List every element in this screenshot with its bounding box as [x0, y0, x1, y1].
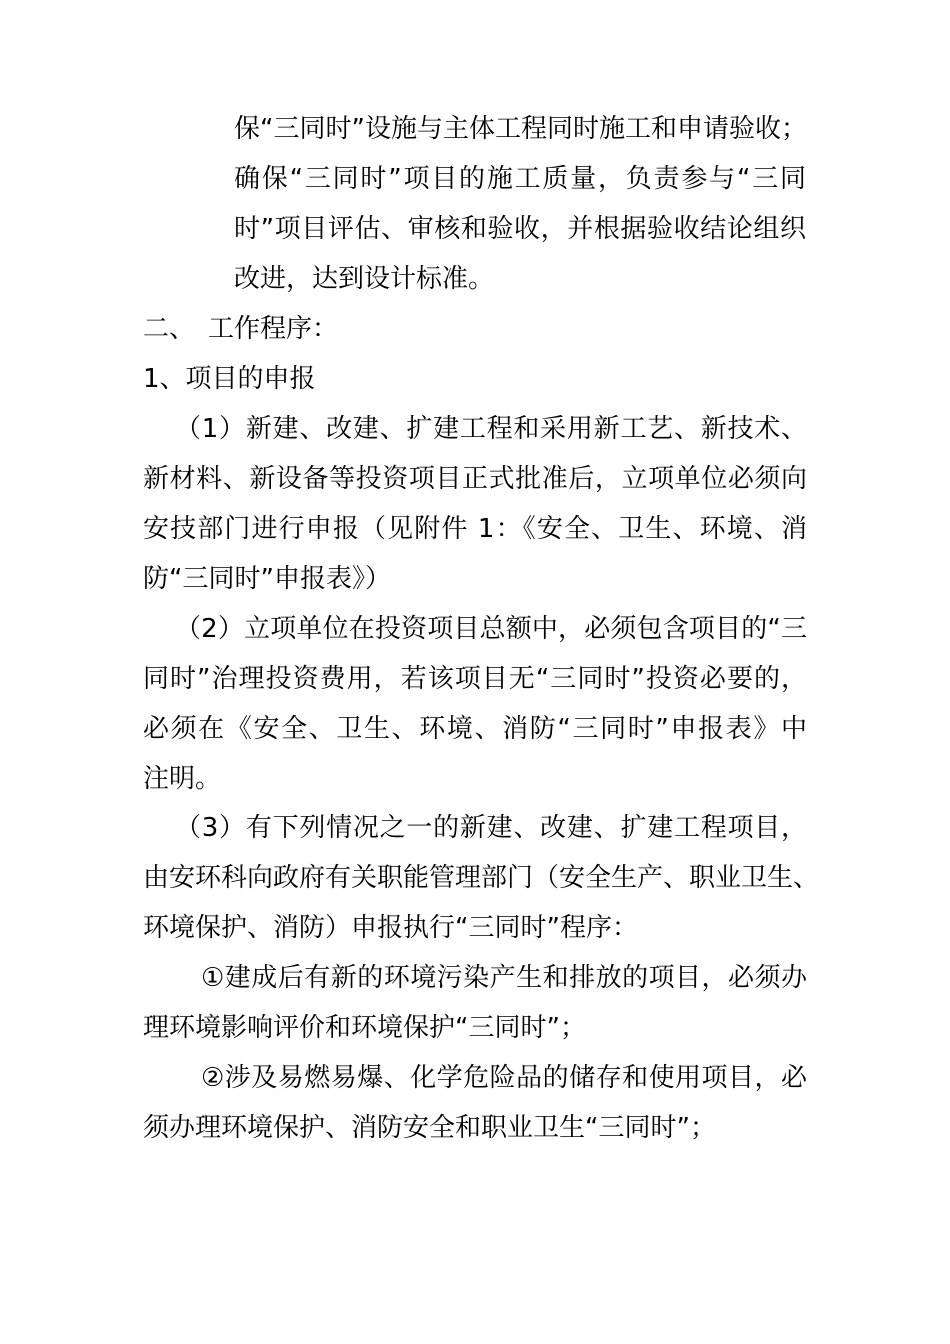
text-line: 由安环科向政府有关职能管理部门（安全生产、职业卫生、	[143, 863, 820, 893]
text-line: 防“三同时”申报表》）	[143, 564, 391, 594]
text-line: （2）立项单位在投资项目总额中，必须包含项目的“三	[175, 614, 807, 644]
text-line: 安技部门进行申报（见附件 1：《安全、卫生、环境、消	[143, 514, 807, 544]
text-line: 同时”治理投资费用，若该项目无“三同时”投资必要的，	[143, 664, 807, 694]
text-line: 时”项目评估、审核和验收，并根据验收结论组织	[234, 214, 806, 244]
text-line: 环境保护、消防）申报执行“三同时”程序：	[143, 913, 638, 943]
text-line: 改进，达到设计标准。	[234, 264, 495, 294]
text-line: 理环境影响评价和环境保护“三同时”；	[143, 1013, 586, 1043]
text-line: 新材料、新设备等投资项目正式批准后，立项单位必须向	[143, 464, 807, 494]
text-line: （3）有下列情况之一的新建、改建、扩建工程项目，	[175, 813, 807, 843]
text-line: 注明。	[143, 764, 222, 794]
text-line: 必须在《安全、卫生、环境、消防“三同时”申报表》中	[143, 714, 807, 744]
text-line: 须办理环境保护、消防安全和职业卫生“三同时”；	[143, 1113, 716, 1143]
text-line: （1）新建、改建、扩建工程和采用新工艺、新技术、	[175, 414, 807, 444]
list-item: ①建成后有新的环境污染产生和排放的项目，必须办	[201, 963, 807, 993]
section-heading: 二、 工作程序：	[143, 314, 339, 344]
text-line: 保“三同时”设施与主体工程同时施工和申请验收；	[234, 114, 807, 144]
subsection-heading: 1、项目的申报	[143, 364, 316, 394]
text-line: 确保“三同时”项目的施工质量，负责参与“三同	[234, 164, 806, 194]
list-item: ②涉及易燃易爆、化学危险品的储存和使用项目，必	[201, 1063, 807, 1093]
